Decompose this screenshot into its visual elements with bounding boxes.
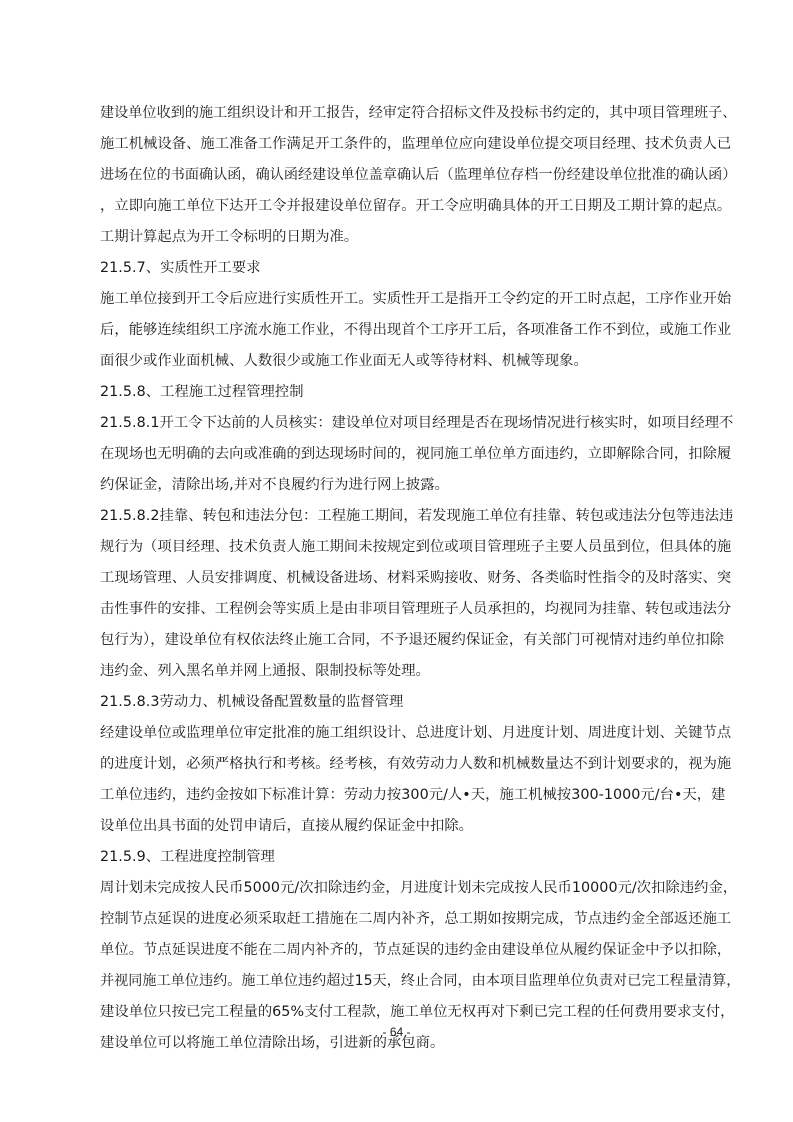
body-text-line: 后，能够连续组织工序流水施工作业，不得出现首个工序开工后，各项准备工作不到位，或施工作业	[100, 322, 732, 338]
body-text-line: 工现场管理、人员安排调度、机械设备进场、材料采购接收、财务、各类临时性指令的及时落实、突	[100, 570, 732, 586]
body-text-line: 21.5.8.1开工令下达前的人员核实：建设单位对项目经理是否在现场情况进行核实时，如项目经理不	[100, 415, 734, 431]
body-text-line: 周计划未完成按人民币5000元/次扣除违约金，月进度计划未完成按人民币10000元/次扣除违约金，	[100, 880, 738, 896]
body-text-line: 设单位出具书面的处罚申请后，直接从履约保证金中扣除。	[100, 818, 474, 834]
body-text-line: 违约金、列入黑名单并网上通报、限制投标等处理。	[100, 663, 430, 679]
section-heading: 21.5.7、实质性开工要求	[100, 260, 261, 276]
body-text-line: 工单位违约，违约金按如下标准计算：劳动力按300元/人•天，施工机械按300-1000元/台•天，建	[100, 787, 726, 803]
body-text-line: 进场在位的书面确认函，确认函经建设单位盖章确认后（监理单位存档一份经建设单位批准的确认函）	[100, 167, 737, 183]
section-heading: 21.5.8.3劳动力、机械设备配置数量的监督管理	[100, 694, 404, 710]
document-body	[100, 98, 740, 1059]
body-text-line: 建设单位可以将施工单位清除出场，引进新的承包商。	[100, 1035, 445, 1051]
body-text-line: 21.5.8.2挂靠、转包和违法分包：工程施工期间，若发现施工单位有挂靠、转包或违法分包等违法违	[100, 508, 734, 524]
body-text-line: ，立即向施工单位下达开工令并报建设单位留存。开工令应明确具体的开工日期及工期计算的起点。	[100, 198, 732, 214]
body-text-line: 建设单位收到的施工组织设计和开工报告，经审定符合招标文件及投标书约定的，其中项目管理班子、	[100, 105, 737, 121]
section-heading: 21.5.8、工程施工过程管理控制	[100, 384, 304, 400]
body-text-line: 建设单位只按已完工程量的65%支付工程款，施工单位无权再对下剩已完工程的任何费用要求支付，	[100, 1004, 735, 1020]
body-text-line: 工期计算起点为开工令标明的日期为准。	[100, 229, 359, 245]
section-heading: 21.5.9、工程进度控制管理	[100, 849, 275, 865]
body-text-line: 在现场也无明确的去向或准确的到达现场时间的，视同施工单位单方面违约，立即解除合同，扣除履	[100, 446, 732, 462]
body-text-line: 施工单位接到开工令后应进行实质性开工。实质性开工是指开工令约定的开工时点起，工序作业开始	[100, 291, 732, 307]
body-text-line: 经建设单位或监理单位审定批准的施工组织设计、总进度计划、月进度计划、周进度计划、关键节点	[100, 725, 732, 741]
body-text-line: 单位。节点延误进度不能在二周内补齐的，节点延误的违约金由建设单位从履约保证金中予以扣除，	[100, 942, 732, 958]
page-number: - 64 -	[382, 1025, 411, 1039]
body-text-line: 击性事件的安排、工程例会等实质上是由非项目管理班子人员承担的，均视同为挂靠、转包或违法分	[100, 601, 732, 617]
body-text-line: 包行为），建设单位有权依法终止施工合同，不予退还履约保证金，有关部门可视情对违约单位扣除	[100, 632, 725, 648]
body-text-line: 控制节点延误的进度必须采取赶工措施在二周内补齐，总工期如按期完成，节点违约金全部返还施工	[100, 911, 732, 927]
body-text-line: 面很少或作业面机械、人数很少或施工作业面无人或等待材料、机械等现象。	[100, 353, 588, 369]
body-text-line: 施工机械设备、施工准备工作满足开工条件的，监理单位应向建设单位提交项目经理、技术负责人已	[100, 136, 732, 152]
body-text-line: 约保证金，清除出场,并对不良履约行为进行网上披露。	[100, 477, 449, 493]
body-text-line: 并视同施工单位违约。施工单位违约超过15天，终止合同，由本项目监理单位负责对已完工程量清算，	[100, 973, 741, 989]
body-text-line: 的进度计划，必须严格执行和考核。经考核，有效劳动力人数和机械数量达不到计划要求的，视为施	[100, 756, 732, 772]
body-text-line: 规行为（项目经理、技术负责人施工期间未按规定到位或项目管理班子主要人员虽到位，但具体的施	[100, 539, 732, 555]
